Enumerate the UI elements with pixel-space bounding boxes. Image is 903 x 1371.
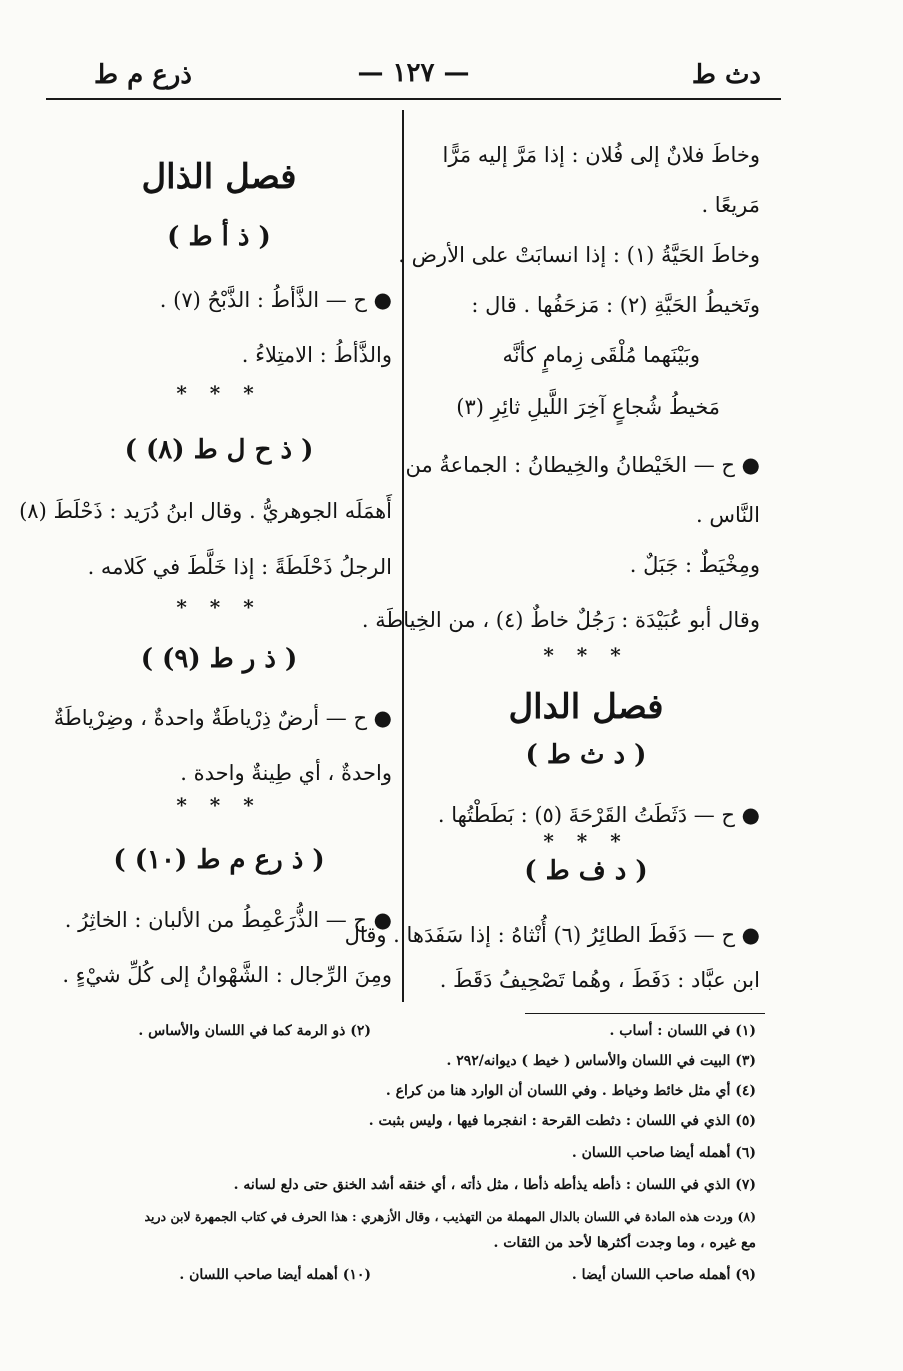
footnote: (٩) أهمله صاحب اللسان أيضا . xyxy=(571,1267,756,1283)
text-line: ● ح — دَفَطَ الطائِرُ (٦) أُنْثاهُ : إذا سَفَدَها . وقال xyxy=(344,923,760,947)
header-rule xyxy=(46,98,781,100)
section-title: فصل الذال xyxy=(141,157,297,197)
footnote: (٥) الذي في اللسان : دثطت القرحة : انفجرما فيها ، وليس بثبت . xyxy=(368,1113,756,1129)
footnote: (٣) البيت في اللسان والأساس ( خيط ) ديوانه/٢٩٢ . xyxy=(446,1053,756,1069)
text-line: وخاطَ الحَيَّةُ (١) : إذا انسابَتْ على الأرض . xyxy=(398,243,760,267)
text-line: وقال أبو عُبَيْدَة : رَجُلٌ خاطٌ (٤) ، من الخِياطَة . xyxy=(361,608,760,632)
text-line: مَريعًا . xyxy=(701,193,760,217)
text-line: ● ح — الخَيْطانُ والخِيطانُ : الجماعةُ من xyxy=(405,453,760,477)
page-number: — ١٢٧ — xyxy=(357,58,470,88)
separator-stars: * * * xyxy=(176,793,262,817)
separator-stars: * * * xyxy=(176,595,262,619)
text-line: ومِخْيَطٌ : جَبَلٌ . xyxy=(629,553,760,577)
running-head xyxy=(46,52,781,98)
separator-stars: * * * xyxy=(176,381,262,405)
header-left-root: ذرع م ط xyxy=(94,60,192,90)
text-line: ومِنَ الرِّجال : الشَّهْوانُ إلى كُلِّ شيْءٍ . xyxy=(62,963,392,987)
text-line: أَهمَلَه الجوهريُّ . وقال ابنُ دُرَيد : ذَحْلَطَ (٨) xyxy=(19,499,392,523)
verse-line: وبَيْنَهما مُلْقَى زِمامٍ كأنَّه xyxy=(502,343,700,367)
text-line: وتَخيطُ الحَيَّةِ (٢) : مَزحَفُها . قال : xyxy=(471,293,760,317)
footnote: (٢) ذو الرمة كما في اللسان والأساس . xyxy=(138,1023,371,1039)
footnotes xyxy=(46,1020,756,1350)
separator-stars: * * * xyxy=(543,643,629,667)
entry-head: ( د ث ط ) xyxy=(525,740,647,770)
left-column xyxy=(19,110,392,1000)
text-line: والذَّأطُ : الامتِلاءُ . xyxy=(241,343,392,367)
section-title: فصل الدال xyxy=(508,687,664,727)
verse-line: مَخيطُ شُجاعٍ آخِرَ اللَّيلِ ثائِرِ (٣) xyxy=(456,395,720,419)
footnote: (١٠) أهمله أيضا صاحب اللسان . xyxy=(179,1267,371,1283)
footnote: (١) في اللسان : أساب . xyxy=(609,1023,756,1039)
text-line: واحدةٌ ، أي طِينةٌ واحدة . xyxy=(180,761,392,785)
entry-head: ( ذ أ ط ) xyxy=(167,222,271,252)
entry-head: ( ذ رع م ط (١٠) ) xyxy=(113,845,325,875)
footnote: (٧) الذي في اللسان : ذأطه يذأطه ذأطا ، مثل ذأته ، أي خنقه أشد الخنق حتى دلع لسانه . xyxy=(233,1177,756,1193)
footnote: مع غيره ، وما وجدت أكثرها لأحد من الثقات . xyxy=(493,1235,756,1251)
text-line: النَّاس . xyxy=(696,503,760,527)
text-line: ● ح — الذُّرَعْمِطُ من الألبان : الخاثِرُ . xyxy=(64,908,392,932)
text-line: ● ح — أرضٌ ذِرْياطَةٌ واحدةٌ ، وضِرْياطَةٌ xyxy=(53,706,392,730)
separator-stars: * * * xyxy=(543,829,629,853)
entry-head: ( د ف ط ) xyxy=(524,856,648,886)
footnote: (٤) أي مثل خائط وخياط . وفي اللسان أن الوارد هنا من كراع . xyxy=(385,1083,756,1099)
text-line: الرجلُ ذَحْلَطَةً : إذا خَلَّطَ في كَلامه . xyxy=(87,555,392,579)
entry-head: ( ذ ح ل ط (٨) ) xyxy=(124,435,314,465)
footnote: (٨) وردت هذه المادة في اللسان بالدال المهملة من التهذيب ، وقال الأزهري : هذا الحرف في كتاب الجمهرة لابن دريد xyxy=(144,1209,756,1224)
text-line: ● ح — الذَّأطُ : الذَّبْحُ (٧) . xyxy=(159,288,392,312)
footnote: (٦) أهمله أيضا صاحب اللسان . xyxy=(571,1145,756,1161)
text-line: ● ح — دَثَطَتُ القَرْحَةَ (٥) : بَطَطْتُها . xyxy=(437,803,760,827)
right-column xyxy=(344,110,760,1000)
text-line: ابن عبَّاد : دَفَطَ ، وهُما تَصْحِيفُ دَقَطَ . xyxy=(439,968,760,992)
footnote-rule xyxy=(525,1013,765,1014)
header-right-root: دث ط xyxy=(691,60,761,90)
text-line: وخاطَ فلانٌ إلى فُلان : إذا مَرَّ إليه مَرًّا xyxy=(442,143,760,167)
entry-head: ( ذ ر ط (٩) ) xyxy=(140,644,298,674)
